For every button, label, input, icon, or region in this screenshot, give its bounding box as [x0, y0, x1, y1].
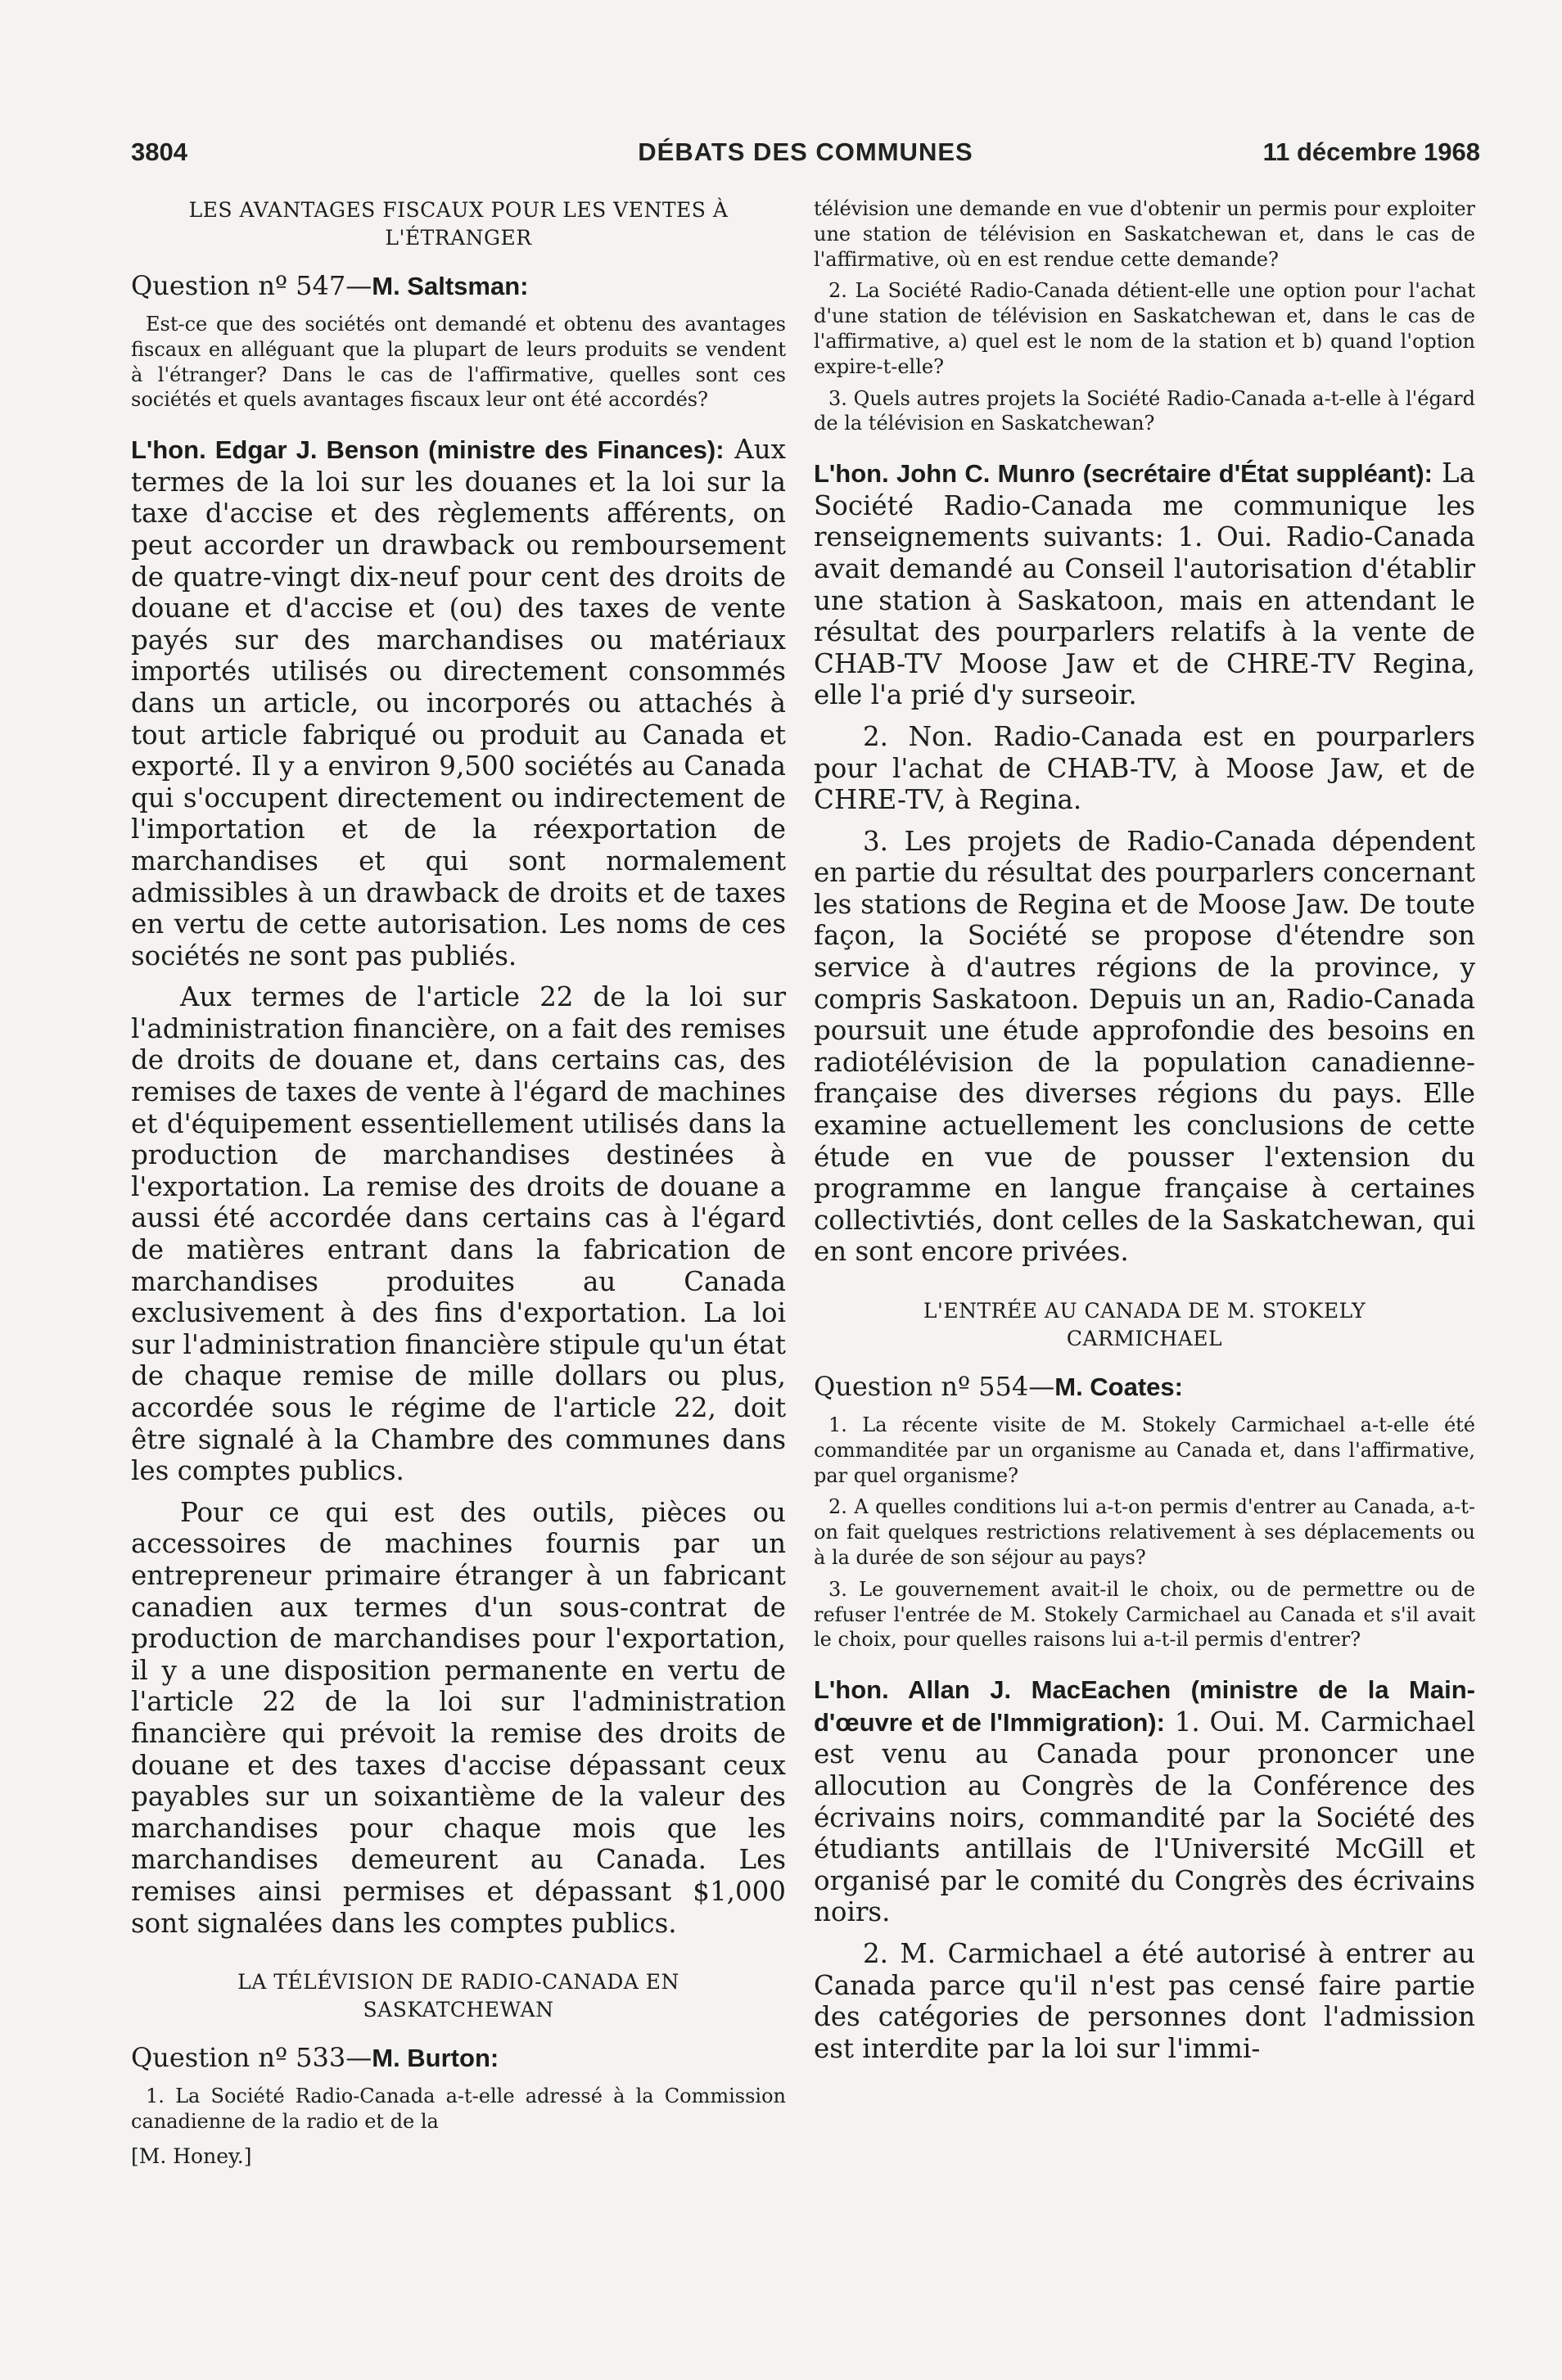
section-title-fiscal-advantages: LES AVANTAGES FISCAUX POUR LES VENTES À L'ÉTRANGER [188, 198, 729, 250]
question-text-533-part2: 2. La Société Radio-Canada détient-elle une option pour l'achat d'une station de télévision en Saskatchewan et, dans le cas de l'affirmative, a) quel est le nom de la station et b) quand l'option expire-t-elle? [814, 279, 1475, 378]
answer-paragraph: 2. M. Carmichael a été autorisé à entrer au Canada parce qu'il n'est pas censé faire partie des catégories de personnes dont l'admission est interdite par la loi sur l'immi- [814, 1937, 1475, 2064]
question-member: M. Coates: [1054, 1373, 1183, 1402]
page-header [131, 137, 1480, 183]
question-text-533-part1: 1. La Société Radio-Canada a-t-elle adressé à la Commission canadienne de la radio et de la [131, 2085, 786, 2133]
question-member: M. Burton: [372, 2044, 499, 2073]
answer-paragraph [814, 458, 1475, 711]
footer-speaker-note: [M. Honey.] [131, 2143, 252, 2168]
section-title-radio-canada-tv: LA TÉLÉVISION DE RADIO-CANADA EN SASKATCHEWAN [237, 1970, 679, 2022]
publication-title: DÉBATS DES COMMUNES [638, 137, 973, 166]
question-number: Question nº 554— [814, 1371, 1055, 1403]
publication-date: 11 décembre 1968 [1262, 137, 1480, 166]
question-member: M. Saltsman: [372, 272, 529, 300]
answer-paragraph: 3. Les projets de Radio-Canada dépendent en partie du résultat des pourparlers concernant les stations de Regina et de Moose Jaw. De toute façon, la Société se propose d'étendre son service à d'autres régions de la province, y compris Saskatoon. Depuis un an, Radio-Canada poursuit une étude approfondie des besoins en radiotélévision de la population canadienne-française des diverses régions du pays. Elle examine actuellement les conclusions de cette étude en vue de pousser l'extension du programme en langue française à certaines collectivtiés, dont celles de la Saskatchewan, qui en sont encore privées. [814, 825, 1475, 1268]
section-title-carmichael: L'ENTRÉE AU CANADA DE M. STOKELY CARMICHAEL [923, 1299, 1366, 1351]
question-number: Question nº 533— [131, 2042, 372, 2074]
left-column [131, 196, 786, 2170]
question-heading-533 [131, 2040, 786, 2076]
speaker-name: L'hon. Edgar J. Benson (ministre des Finances): [131, 435, 725, 465]
question-text-533-part3: 3. Quels autres projets la Société Radio-Canada a-t-elle à l'égard de la télévision en Saskatchewan? [814, 386, 1475, 435]
speaker-name: L'hon. John C. Munro (secrétaire d'État suppléant): [814, 459, 1433, 489]
answer-paragraph [814, 1674, 1475, 1928]
question-text-554-part3: 3. Le gouvernement avait-il le choix, ou de permettre ou de refuser l'entrée de M. Stokely Carmichael au Canada et s'il avait le choix, pour quelles raisons lui a-t-il permis d'entrer? [814, 1577, 1475, 1652]
question-text-533-part1-cont: télévision une demande en vue d'obtenir un permis pour exploiter une station de télévision en Saskatchewan et, dans le cas de l'affirmative, où en est rendue cette demande? [814, 197, 1475, 271]
question-heading-554 [814, 1369, 1475, 1404]
answer-text: 1. Oui. M. Carmichael est venu au Canada pour prononcer une allocution au Congrès de la Conférence des écrivains noirs, commandité par la Société des étudiants antillais de l'Université McGill et organisé par le comité du Congrès des écrivains noirs. [814, 1706, 1475, 1928]
answer-paragraph [131, 434, 786, 971]
answer-text: La Société Radio-Canada me communique les renseignements suivants: 1. Oui. Radio-Canada avait demandé au Conseil l'autorisation d'établir une station à Saskatoon, mais en attendant le résultat des pourparlers relatifs à la vente de CHAB-TV Moose Jaw et de CHRE-TV Regina, elle l'a prié d'y surseoir. [814, 458, 1475, 711]
answer-text: Aux termes de la loi sur les douanes et la loi sur la taxe d'accise et des règlements afférents, on peut accorder un drawback ou remboursement de quatre-vingt dix-neuf pour cent des droits de douane et d'accise et (ou) des taxes de vente payés sur des marchandises ou matériaux importés utilisés ou directement consommés dans un article, ou incorporés ou attachés à tout article fabriqué ou produit au Canada et exporté. Il y a environ 9,500 sociétés au Canada qui s'occupent directement ou indirectement de l'importation et de la réexportation de marchandises et qui sont normalement admissibles à un drawback de droits et de taxes en vertu de cette autorisation. Les noms de ces sociétés ne sont pas publiés. [131, 434, 786, 971]
question-number: Question nº 547— [131, 270, 372, 301]
question-heading-547 [131, 268, 786, 304]
question-text-554-part2: 2. A quelles conditions lui a-t-on permis d'entrer au Canada, a-t-on fait quelques restrictions relativement à ses déplacements ou à la durée de son séjour au pays? [814, 1495, 1475, 1569]
speaker-name: L'hon. Allan J. MacEachen (ministre de la Main-d'œuvre et de l'Immigration): [814, 1675, 1475, 1737]
answer-paragraph: Pour ce qui est des outils, pièces ou accessoires de machines fournis par un entrepreneur primaire étranger à un fabricant canadien aux termes d'un sous-contrat de production de marchandises pour l'exportation, il y a une disposition permanente en vertu de l'article 22 de la loi sur l'administration financière qui prévoit la remise des droits de douane et des taxes d'accise dépassant ceux payables sur un soixantième de la valeur des marchandises pour chaque mois que les marchandises demeurent au Canada. Les remises ainsi permises et dépassant $1,000 sont signalées dans les comptes publics. [131, 1496, 786, 1939]
question-text-554-part1: 1. La récente visite de M. Stokely Carmichael a-t-elle été commanditée par un organisme au Canada et, dans l'affirmative, par quel organisme? [814, 1413, 1475, 1487]
question-text-547: Est-ce que des sociétés ont demandé et obtenu des avantages fiscaux en alléguant que la plupart de leurs produits se vendent à l'étranger? Dans le cas de l'affirmative, quelles sont ces sociétés et quels avantages fiscaux leur ont été accordés? [131, 313, 786, 412]
answer-paragraph: Aux termes de l'article 22 de la loi sur l'administration financière, on a fait des remises de droits de douane et, dans certains cas, des remises de taxes de vente à l'égard de machines et d'équipement essentiellement utilisés dans la production de marchandises destinées à l'exportation. La remise des droits de douane a aussi été accordée dans certains cas à l'égard de matières entrant dans la fabrication de marchandises produites au Canada exclusivement à des fins d'exportation. La loi sur l'administration financière stipule qu'un état de chaque remise de mille dollars ou plus, accordée sous le régime de l'article 22, doit être signalé à la Chambre des communes dans les comptes publics. [131, 981, 786, 1487]
page-number: 3804 [131, 137, 187, 166]
answer-paragraph: 2. Non. Radio-Canada est en pourparlers pour l'achat de CHAB-TV, à Moose Jaw, et de CHRE-TV, à Regina. [814, 720, 1475, 816]
right-column [814, 196, 1475, 2074]
